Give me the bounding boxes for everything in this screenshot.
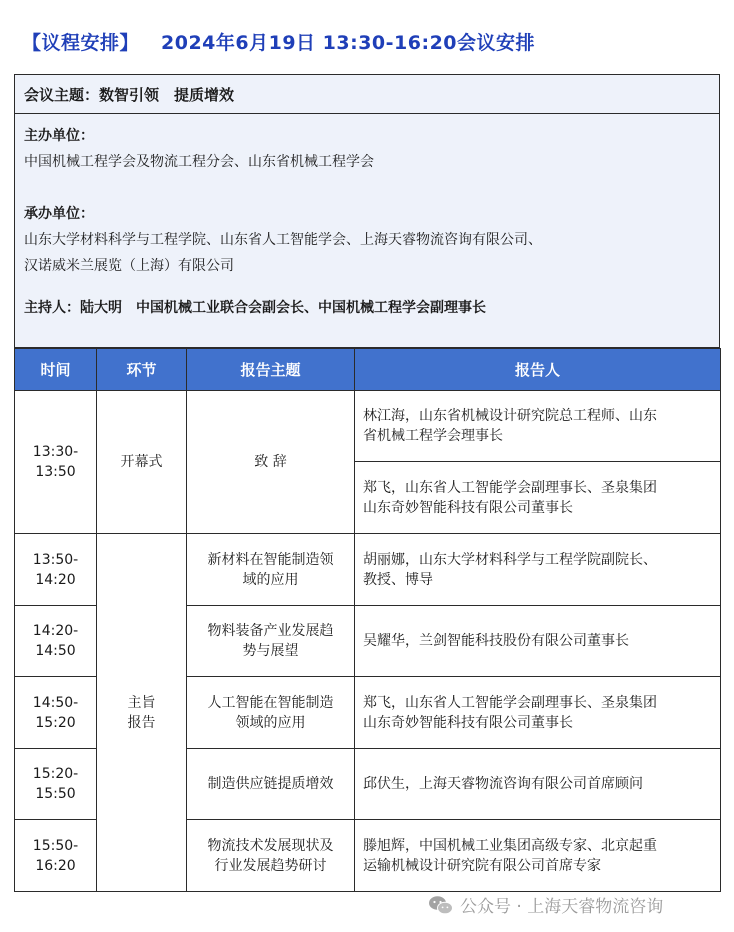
time-cell: 14:20- 14:50 <box>15 606 97 677</box>
meeting-theme: 会议主题：数智引领 提质增效 <box>15 75 719 114</box>
header-speaker: 报告人 <box>355 349 721 391</box>
table-row <box>15 534 721 606</box>
header-session: 环节 <box>97 349 187 391</box>
time-cell: 14:50- 15:20 <box>15 677 97 749</box>
table-row <box>15 391 721 462</box>
watermark-text: 公众号 · 上海天睿物流咨询 <box>460 897 664 917</box>
topic-cell: 制造供应链提质增效 <box>187 749 355 820</box>
coorganizer-text-line1: 山东大学材料科学与工程学院、山东省人工智能学会、上海天睿物流咨询有限公司、 <box>24 232 542 248</box>
speaker-cell: 郑飞，山东省人工智能学会副理事长、圣泉集团 山东奇妙智能科技有限公司董事长 <box>355 677 721 749</box>
speaker-cell: 邱伏生，上海天睿物流咨询有限公司首席顾问 <box>355 749 721 820</box>
time-cell: 15:20- 15:50 <box>15 749 97 820</box>
header-time: 时间 <box>15 349 97 391</box>
table-header-row <box>15 349 721 391</box>
speaker-cell: 郑飞，山东省人工智能学会副理事长、圣泉集团 山东奇妙智能科技有限公司董事长 <box>355 462 721 534</box>
time-cell: 13:30- 13:50 <box>15 391 97 534</box>
page-title <box>22 28 535 55</box>
coorganizer-label: 承办单位： <box>24 206 94 222</box>
time-cell: 15:50- 16:20 <box>15 820 97 892</box>
topic-cell: 物流技术发展现状及 行业发展趋势研讨 <box>187 820 355 892</box>
session-cell-opening: 开幕式 <box>97 391 187 534</box>
time-cell: 13:50- 14:20 <box>15 534 97 606</box>
session-cell-keynote: 主旨 报告 <box>97 534 187 892</box>
organizer-text: 中国机械工程学会及物流工程分会、山东省机械工程学会 <box>24 154 374 170</box>
host-line: 主持人：陆大明 中国机械工业联合会副会长、中国机械工程学会副理事长 <box>24 300 486 316</box>
speaker-cell: 滕旭辉，中国机械工业集团高级专家、北京起重 运输机械设计研究院有限公司首席专家 <box>355 820 721 892</box>
organizer-label: 主办单位： <box>24 128 94 144</box>
meeting-datetime: 2024年6月19日 13:30-16:20会议安排 <box>161 32 536 54</box>
agenda-tag: 【议程安排】 <box>22 32 140 54</box>
coorganizer-text-line2: 汉诺威米兰展览（上海）有限公司 <box>24 258 234 274</box>
speaker-cell: 吴耀华，兰剑智能科技股份有限公司董事长 <box>355 606 721 677</box>
watermark <box>428 892 663 917</box>
topic-cell: 人工智能在智能制造 领域的应用 <box>187 677 355 749</box>
meeting-info-box <box>14 74 720 348</box>
topic-cell: 新材料在智能制造领 域的应用 <box>187 534 355 606</box>
wechat-icon <box>428 895 454 915</box>
topic-cell: 致 辞 <box>187 391 355 534</box>
topic-cell: 物料装备产业发展趋 势与展望 <box>187 606 355 677</box>
agenda-table <box>14 348 721 892</box>
speaker-cell: 林江海，山东省机械设计研究院总工程师、山东 省机械工程学会理事长 <box>355 391 721 462</box>
speaker-cell: 胡丽娜，山东大学材料科学与工程学院副院长、 教授、博导 <box>355 534 721 606</box>
header-topic: 报告主题 <box>187 349 355 391</box>
